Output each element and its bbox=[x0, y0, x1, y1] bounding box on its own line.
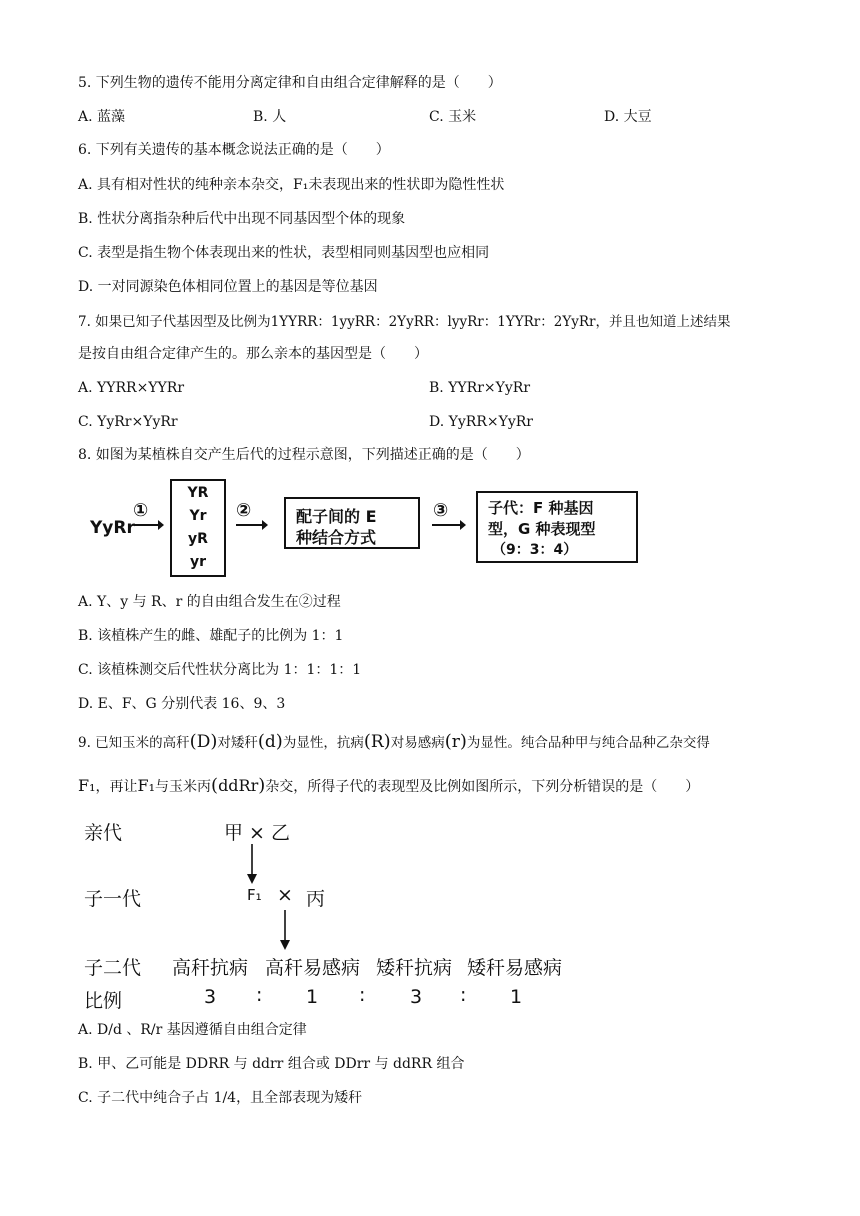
q9-text: 对易感病 bbox=[390, 735, 445, 751]
f1-symbol: F₁ bbox=[78, 776, 96, 795]
offspring-line1: 子代：F 种基因 bbox=[488, 499, 594, 517]
q9-text: ，再让 bbox=[95, 779, 138, 795]
f1-symbol-diagram: F₁ bbox=[247, 886, 262, 904]
q9-text: 对矮秆 bbox=[217, 735, 258, 751]
ratio-value: 1 bbox=[510, 986, 523, 1008]
q5-stem: 5. 下列生物的遗传不能用分离定律和自由组合定律解释的是（ ） bbox=[78, 75, 502, 91]
offspring-line2: 型，G 种表现型 bbox=[488, 520, 596, 538]
parent-cross: 甲 × 乙 bbox=[224, 822, 290, 844]
offspring-box bbox=[476, 491, 638, 563]
q6-stem: 6. 下列有关遗传的基本概念说法正确的是（ ） bbox=[78, 142, 390, 158]
flow-arrow-3 bbox=[432, 519, 466, 531]
combination-line1: 配子间的 E bbox=[296, 507, 377, 526]
q6-option-a: A. 具有相对性状的纯种亲本杂交，F₁未表现出来的性状即为隐性性状 bbox=[78, 177, 505, 193]
allele-R: R bbox=[370, 732, 384, 752]
q7-option-a: A. YYRR×YYRr bbox=[78, 380, 185, 396]
q8-stem: 8. 如图为某植株自交产生后代的过程示意图，下列描述正确的是（ ） bbox=[78, 447, 530, 463]
q9-stem-line2: F₁，再让F₁与玉米丙(ddRr)杂交，所得子代的表现型及比例如图所示，下列分析错误的是（ ） bbox=[78, 775, 700, 796]
q9-text: 为显性。纯合品种甲与纯合品种乙杂交得 bbox=[466, 735, 710, 751]
ratio-colon: : bbox=[359, 984, 366, 1006]
q9-option-c: C. 子二代中纯合子占 1/4，且全部表现为矮秆 bbox=[78, 1090, 363, 1106]
q9-text: 为显性，抗病 bbox=[282, 735, 364, 751]
f2-label: 子二代 bbox=[84, 957, 142, 979]
gamete-yr: yr bbox=[189, 554, 207, 570]
f1-label: 子一代 bbox=[84, 888, 142, 910]
flow-step1-marker: ① bbox=[133, 500, 149, 521]
q6-option-b: B. 性状分离指杂种后代中出现不同基因型个体的现象 bbox=[78, 211, 406, 227]
f1-symbol: F₁ bbox=[137, 776, 156, 795]
ratio-value: 3 bbox=[204, 986, 217, 1008]
phenotype-short-resistant: 矮秆抗病 bbox=[376, 957, 453, 979]
q8-option-d: D. E、F、G 分别代表 16、9、3 bbox=[78, 696, 286, 712]
q9-stem-line1: 9. 已知玉米的高秆(D)对矮秆(d)为显性，抗病(R)对易感病(r)为显性。纯合品种甲与纯合品种乙杂交得 bbox=[78, 731, 710, 752]
q7-option-c: C. YyRr×YyRr bbox=[78, 414, 178, 430]
q6-option-d: D. 一对同源染色体相同位置上的基因是等位基因 bbox=[78, 279, 378, 295]
flow-step2-marker: ② bbox=[236, 500, 252, 521]
flow-arrow-2 bbox=[236, 519, 268, 531]
q7-option-b: B. YYRr×YyRr bbox=[429, 380, 531, 396]
q9-option-a: A. D/d 、R/r 基因遵循自由组合定律 bbox=[78, 1022, 307, 1038]
q9-text: 9. 已知玉米的高秆 bbox=[78, 735, 190, 751]
ratio-colon: : bbox=[460, 984, 467, 1006]
ratio-value: 3 bbox=[410, 986, 423, 1008]
q7-option-d: D. YyRR×YyRr bbox=[429, 414, 533, 430]
flow-arrow-1 bbox=[134, 519, 164, 531]
q5-option-b: B. 人 bbox=[253, 109, 287, 125]
offspring-ratio: （9：3：4） bbox=[492, 542, 578, 558]
q8-option-c: C. 该植株测交后代性状分离比为 1：1：1：1 bbox=[78, 662, 362, 678]
q8-option-b: B. 该植株产生的雌、雄配子的比例为 1：1 bbox=[78, 628, 344, 644]
allele-r: r bbox=[451, 732, 460, 752]
phenotype-short-susceptible: 矮秆易感病 bbox=[467, 957, 563, 979]
ratio-label: 比例 bbox=[84, 990, 123, 1012]
flow-step3-marker: ③ bbox=[433, 500, 449, 521]
q5-option-d: D. 大豆 bbox=[604, 109, 652, 125]
flow-start-genotype: YyRr bbox=[90, 518, 135, 538]
gametes-box bbox=[170, 479, 226, 577]
q5-option-c: C. 玉米 bbox=[429, 109, 477, 125]
ratio-value: 1 bbox=[306, 986, 319, 1008]
q9-option-b: B. 甲、乙可能是 DDRR 与 ddrr 组合或 DDrr 与 ddRR 组合 bbox=[78, 1056, 465, 1072]
q8-option-a: A. Y、y 与 R、r 的自由组合发生在②过程 bbox=[78, 594, 341, 610]
gamete-yR: yR bbox=[188, 531, 208, 547]
arrow-parent-to-f1 bbox=[245, 844, 259, 884]
bing-label: 丙 bbox=[306, 888, 326, 910]
combination-box bbox=[284, 497, 420, 549]
genotype-bing: ddRr bbox=[218, 776, 259, 795]
allele-d: d bbox=[264, 732, 276, 752]
allele-D: D bbox=[196, 732, 211, 752]
q9-text: 与玉米丙 bbox=[155, 779, 212, 795]
arrow-f1-to-f2 bbox=[278, 910, 292, 950]
phenotype-tall-resistant: 高秆抗病 bbox=[172, 957, 249, 979]
ratio-colon: : bbox=[256, 984, 263, 1006]
phenotype-tall-susceptible: 高秆易感病 bbox=[265, 957, 361, 979]
q7-stem-line2: 是按自由组合定律产生的。那么亲本的基因型是（ ） bbox=[78, 346, 428, 362]
gamete-Yr: Yr bbox=[189, 508, 207, 524]
q5-option-a: A. 蓝藻 bbox=[78, 109, 126, 125]
parent-label: 亲代 bbox=[84, 822, 123, 844]
combination-line2: 种结合方式 bbox=[296, 528, 377, 547]
cross-sign: × bbox=[277, 884, 293, 906]
q9-text: 杂交，所得子代的表现型及比例如图所示，下列分析错误的是（ ） bbox=[265, 779, 700, 795]
gamete-YR: YR bbox=[187, 485, 209, 501]
q6-option-c: C. 表型是指生物个体表现出来的性状，表型相同则基因型也应相同 bbox=[78, 245, 490, 261]
q7-stem-line1: 7. 如果已知子代基因型及比例为1YYRR：1yyRR：2YyRR：lyyRr：1YYRr：2YyRr，并且也知道上述结果 bbox=[78, 314, 731, 330]
